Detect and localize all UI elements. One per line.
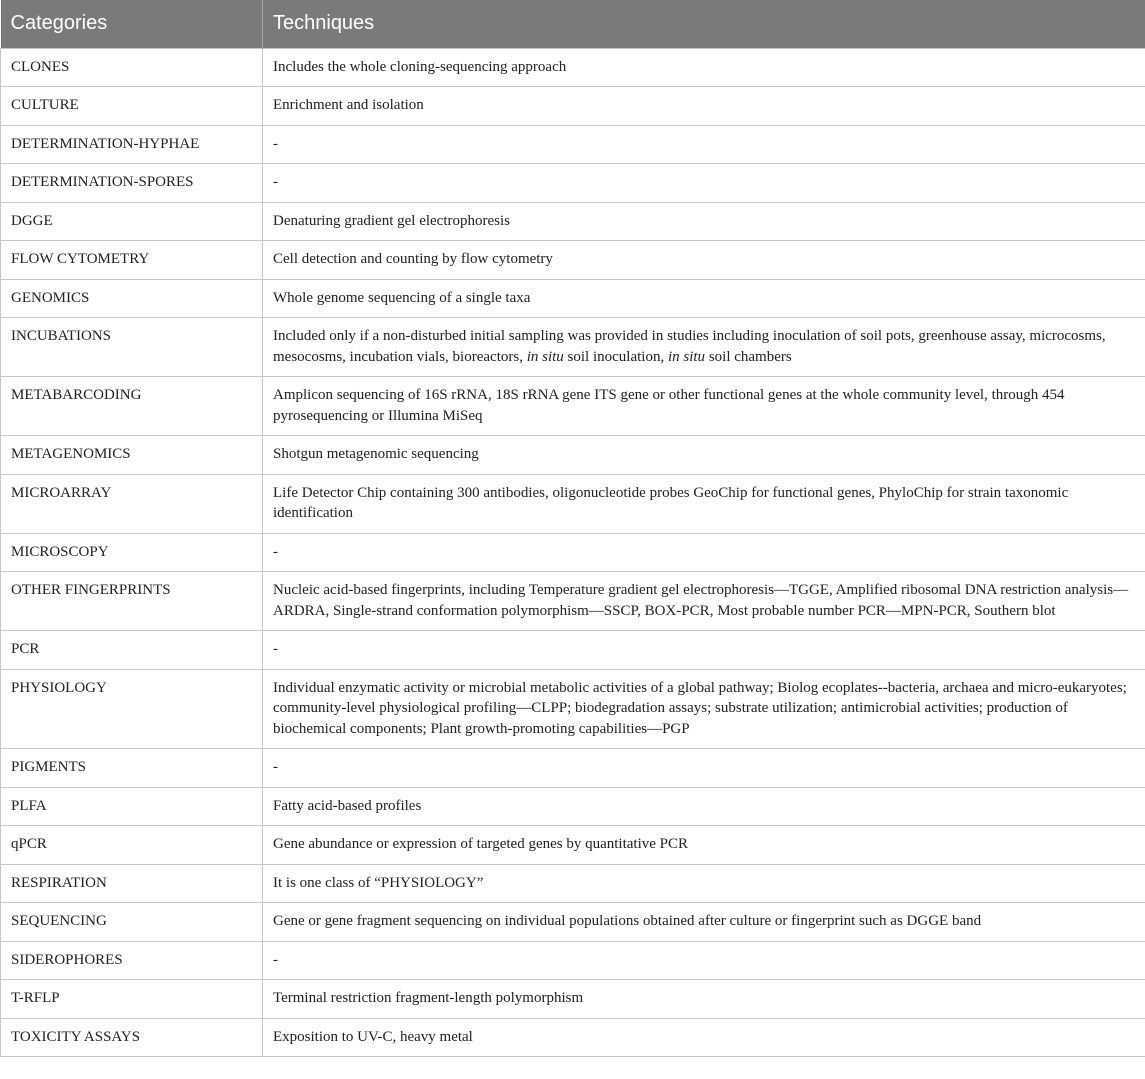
technique-cell: Fatty acid-based profiles (263, 787, 1145, 826)
technique-cell: Cell detection and counting by flow cytometry (263, 241, 1145, 280)
table-row (1, 241, 1145, 280)
table-row (1, 533, 1145, 572)
category-cell: PIGMENTS (1, 749, 263, 788)
technique-cell: - (263, 941, 1145, 980)
category-cell: qPCR (1, 826, 263, 865)
table-row (1, 474, 1145, 533)
category-cell: FLOW CYTOMETRY (1, 241, 263, 280)
table-row (1, 125, 1145, 164)
table-row (1, 1018, 1145, 1057)
category-cell: RESPIRATION (1, 864, 263, 903)
table-row (1, 980, 1145, 1019)
technique-cell: - (263, 749, 1145, 788)
table-row (1, 164, 1145, 203)
category-cell: DETERMINATION-SPORES (1, 164, 263, 203)
table-row (1, 864, 1145, 903)
table-row (1, 749, 1145, 788)
technique-cell: - (263, 631, 1145, 670)
category-cell: PLFA (1, 787, 263, 826)
table-row (1, 279, 1145, 318)
technique-cell (263, 318, 1145, 377)
table-row (1, 631, 1145, 670)
technique-cell: Nucleic acid-based fingerprints, including Temperature gradient gel electrophoresis—TGGE, Amplified ribosomal DNA restriction analysis—ARDRA, Single-strand conformation polymorphism—SSCP, BOX-PCR, Most probable number PCR—MPN-PCR, Southern blot (263, 572, 1145, 631)
technique-cell: - (263, 533, 1145, 572)
table-row (1, 202, 1145, 241)
category-cell: INCUBATIONS (1, 318, 263, 377)
header-row (1, 0, 1145, 48)
technique-cell: Denaturing gradient gel electrophoresis (263, 202, 1145, 241)
category-cell: MICROSCOPY (1, 533, 263, 572)
technique-cell: Gene abundance or expression of targeted genes by quantitative PCR (263, 826, 1145, 865)
category-cell: CLONES (1, 48, 263, 87)
technique-italic: in situ (667, 348, 706, 365)
technique-text: soil chambers (705, 348, 792, 365)
technique-cell: Amplicon sequencing of 16S rRNA, 18S rRNA gene ITS gene or other functional genes at the whole community level, through 454 pyrosequencing or Illumina MiSeq (263, 377, 1145, 436)
technique-cell: Life Detector Chip containing 300 antibodies, oligonucleotide probes GeoChip for functional genes, PhyloChip for strain taxonomic identification (263, 474, 1145, 533)
category-cell: T-RFLP (1, 980, 263, 1019)
category-cell: METABARCODING (1, 377, 263, 436)
technique-cell: - (263, 164, 1145, 203)
technique-text: Included only if a non-disturbed initial sampling was provided in studies including inoculation of soil pots, greenhouse assay, microcosms, mesocosms, incubation vials, bioreactors, (273, 328, 1106, 365)
table-row (1, 377, 1145, 436)
technique-cell: Shotgun metagenomic sequencing (263, 436, 1145, 475)
technique-cell: Individual enzymatic activity or microbial metabolic activities of a global pathway; Biolog ecoplates--bacteria, archaea and micro-eukaryotes; community-level physiological profiling—CLPP; biodegradation assays; substrate utilization; antimicrobial activities; production of biochemical components; Plant growth-promoting capabilities—PGP (263, 669, 1145, 749)
technique-cell: Terminal restriction fragment-length polymorphism (263, 980, 1145, 1019)
table-row (1, 436, 1145, 475)
technique-text: soil inoculation, (563, 348, 668, 365)
technique-cell: Gene or gene fragment sequencing on individual populations obtained after culture or fingerprint such as DGGE band (263, 903, 1145, 942)
category-cell: SEQUENCING (1, 903, 263, 942)
category-cell: PHYSIOLOGY (1, 669, 263, 749)
category-cell: OTHER FINGERPRINTS (1, 572, 263, 631)
table-row (1, 48, 1145, 87)
table-row (1, 318, 1145, 377)
category-cell: GENOMICS (1, 279, 263, 318)
technique-cell: Whole genome sequencing of a single taxa (263, 279, 1145, 318)
category-cell: MICROARRAY (1, 474, 263, 533)
category-cell: PCR (1, 631, 263, 670)
category-cell: CULTURE (1, 87, 263, 126)
table-row (1, 941, 1145, 980)
table-row (1, 826, 1145, 865)
technique-cell: - (263, 125, 1145, 164)
category-cell: METAGENOMICS (1, 436, 263, 475)
technique-cell: Enrichment and isolation (263, 87, 1145, 126)
table-row (1, 903, 1145, 942)
category-cell: SIDEROPHORES (1, 941, 263, 980)
technique-cell: It is one class of “PHYSIOLOGY” (263, 864, 1145, 903)
technique-italic: in situ (526, 348, 564, 365)
table-row (1, 572, 1145, 631)
table-row (1, 669, 1145, 749)
header-categories: Categories (1, 0, 263, 48)
technique-cell: Includes the whole cloning-sequencing approach (263, 48, 1145, 87)
category-cell: DETERMINATION-HYPHAE (1, 125, 263, 164)
technique-cell: Exposition to UV-C, heavy metal (263, 1018, 1145, 1057)
category-cell: DGGE (1, 202, 263, 241)
category-cell: TOXICITY ASSAYS (1, 1018, 263, 1057)
table-row (1, 787, 1145, 826)
table-row (1, 87, 1145, 126)
header-techniques: Techniques (263, 0, 1145, 48)
